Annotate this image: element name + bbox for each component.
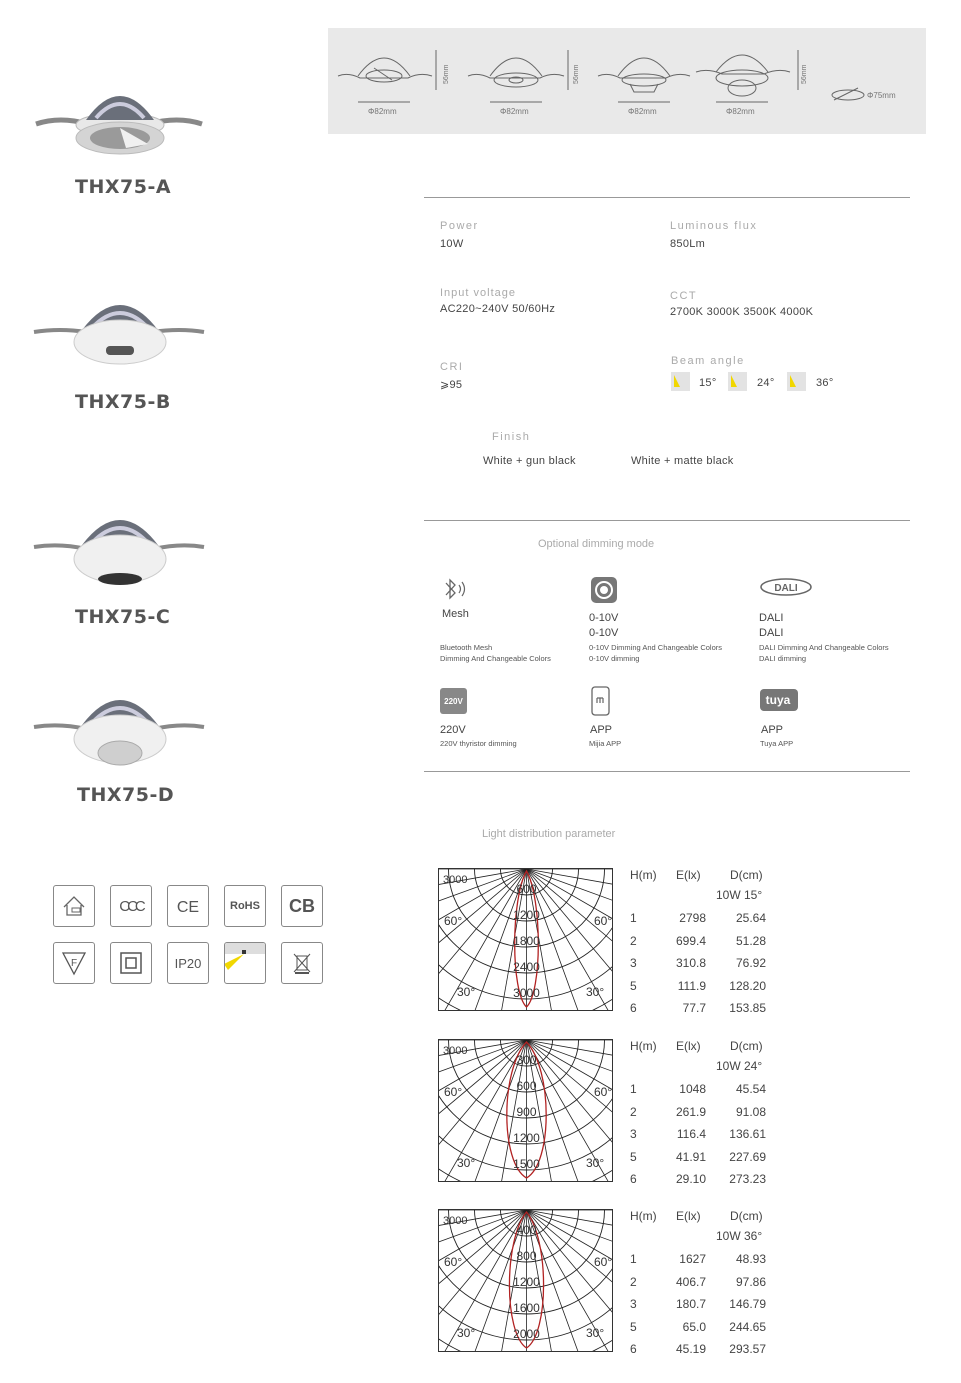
beam-36-label: 36° [816,377,834,389]
table-header-d: D(cm) [730,1209,763,1223]
mode-dali-name: DALI [759,612,784,624]
mode-mesh-name: Mesh [442,608,469,620]
polar-radial [527,869,614,907]
ring-label: 600 [516,1079,537,1093]
angle-label-30-right: 30° [586,1156,605,1170]
table-cell-h: 3 [630,956,637,970]
mode-dali-desc-1: DALI Dimming And Changeable Colors [759,643,889,652]
ring-label: 2400 [513,960,540,974]
beam-angle-options [671,372,871,394]
tuya-icon [760,689,800,713]
mode-220v-name: 220V [440,724,466,736]
table-cell-h: 3 [630,1297,637,1311]
svg-text:CB: CB [289,896,315,916]
mode-0-10v-desc [589,642,722,664]
dim-cutout: Φ75mm [867,91,896,100]
photometric-table-1 [628,868,778,1013]
table-subtitle: 10W 24° [716,1059,763,1073]
table-cell-d: 293.57 [729,1342,766,1356]
dimmer-icon [590,576,618,604]
angle-label-top: 3000 [443,1045,468,1057]
table-cell-d: 91.08 [735,1104,766,1119]
beam-15-swatch [671,372,690,391]
spec-voltage-label: Input voltage [440,287,516,299]
angle-label-60-right: 60° [594,1255,613,1269]
polar-chart-3 [438,1209,613,1352]
spec-finish-label: Finish [492,431,531,443]
cb-icon [281,885,323,927]
dim-b-height: 56mm [573,64,580,84]
table-cell-e: 699.4 [675,933,706,948]
table-header-h: H(m) [630,1039,657,1053]
table-header-e: E(lx) [676,1209,701,1223]
table-cell-e: 2798 [679,911,706,925]
table-cell-h: 5 [630,1319,637,1334]
model-title-a: THX75-A [75,176,172,198]
angle-label-30-left: 30° [457,1326,476,1340]
mode-0-10v-desc-2: 0-10V dimming [589,654,640,663]
ring-label: 800 [516,1249,537,1263]
table-cell-h: 2 [630,1274,637,1289]
220v-icon [440,688,468,714]
table-cell-d: 128.20 [729,978,766,993]
ccc-icon [110,885,152,927]
mode-mesh-desc-2: Dimming And Changeable Colors [440,654,551,663]
dim-d-height: 56mm [801,64,808,84]
f-mark-icon [53,942,95,984]
mode-dali-desc-2: DALI dimming [759,654,807,663]
model-title-b: THX75-B [75,391,171,413]
svg-text:F: F [70,958,78,969]
ring-label: 3000 [513,986,540,1000]
mode-mesh-desc-1: Bluetooth Mesh [440,643,493,652]
mode-220v-desc: 220V thyristor dimming [440,739,517,748]
table-cell-h: 1 [630,1082,637,1096]
table-cell-e: 45.19 [675,1342,706,1356]
table-subtitle: 10W 15° [716,888,763,902]
angle-label-60-right: 60° [594,914,613,928]
table-cell-h: 2 [630,1104,637,1119]
mode-mesh-desc [440,642,551,664]
ip20-label: IP20 [174,955,202,971]
ring-label: 1600 [513,1301,540,1315]
product-image-a [30,80,210,160]
table-cell-h: 5 [630,978,637,993]
angle-label-30-left: 30° [457,1156,476,1170]
spec-power-label: Power [440,220,479,232]
table-cell-e: 406.7 [675,1274,706,1289]
table-cell-d: 244.65 [729,1319,766,1334]
mode-dali-desc [759,642,889,664]
model-title-c: THX75-C [75,606,171,628]
photometric-table-3 [628,1209,778,1354]
rohs-icon [224,885,266,927]
ring-label: 1500 [513,1157,540,1171]
dimming-title: Optional dimming mode [538,538,655,550]
ring-label: 1200 [513,908,540,922]
table-cell-d: 45.54 [735,1082,766,1096]
table-cell-e: 116.4 [676,1127,706,1141]
spec-voltage-value: AC220~240V 50/60Hz [440,303,556,315]
model-title-d: THX75-D [77,784,175,806]
polar-chart-1 [438,868,613,1011]
angle-label-60-left: 60° [444,1255,463,1269]
mode-dali-name-2: DALI [759,627,784,639]
angle-label-60-left: 60° [444,1085,463,1099]
table-cell-e: 180.7 [675,1297,706,1311]
dim-d-diameter: Φ82mm [726,107,755,116]
table-cell-e: 1627 [679,1252,706,1266]
mode-tuya-name: APP [761,724,784,736]
rohs-label: RoHS [230,900,260,912]
bluetooth-icon [441,577,471,603]
class-ii-icon [110,942,152,984]
dali-icon [759,577,813,597]
polar-radial [527,1040,614,1078]
table-cell-h: 6 [630,1342,637,1356]
weee-icon [281,942,323,984]
angle-label-top: 3000 [443,1215,468,1227]
table-cell-h: 1 [630,1252,637,1266]
table-cell-e: 65.0 [682,1319,706,1334]
mode-mijia-desc: Mijia APP [589,739,622,748]
angle-label-30-right: 30° [586,985,605,999]
table-cell-e: 1048 [679,1082,706,1096]
ring-label: 1200 [513,1131,540,1145]
product-image-d [30,685,210,770]
divider-2 [424,520,910,521]
table-header-e: E(lx) [676,868,701,882]
table-cell-d: 51.28 [735,933,766,948]
polar-chart-2 [438,1039,613,1182]
house-icon [53,885,95,927]
table-cell-d: 48.93 [735,1252,766,1266]
table-cell-h: 1 [630,911,637,925]
table-cell-h: 6 [630,1001,637,1015]
spec-cri-label: CRI [440,361,464,373]
220v-icon-text: 220V [444,697,463,706]
table-subtitle: 10W 36° [716,1229,763,1243]
dimension-drawings-band [328,28,926,134]
product-image-b [30,290,210,370]
spec-flux-value: 850Lm [670,238,706,250]
beam-15-label: 15° [699,377,717,389]
spec-cri-value: ⩾95 [440,379,463,391]
ring-label: 1200 [513,1275,540,1289]
ring-label: 900 [516,1105,537,1119]
table-cell-e: 261.9 [675,1104,706,1119]
tuya-icon-text: tuya [765,693,791,707]
divider-1 [424,197,910,198]
finish-option-2: White + matte black [631,455,734,467]
phone-icon [589,686,613,716]
ip20-icon [167,942,209,984]
table-cell-e: 111.9 [677,978,706,993]
spec-power-value: 10W [440,238,464,250]
beam-36-swatch [787,372,806,391]
beam-icon [224,942,266,984]
table-cell-e: 77.7 [682,1001,706,1015]
ring-label: 600 [516,882,537,896]
spec-cct-label: CCT [670,290,698,302]
table-cell-d: 146.79 [729,1297,766,1311]
table-header-e: E(lx) [676,1039,701,1053]
beam-24-swatch [728,372,747,391]
ring-label: 2000 [513,1327,540,1341]
angle-label-30-left: 30° [457,985,476,999]
mode-0-10v-desc-1: 0-10V Dimming And Changeable Colors [589,643,722,652]
dim-c-diameter: Φ82mm [628,107,657,116]
divider-3 [424,771,910,772]
table-cell-d: 97.86 [735,1274,766,1289]
table-cell-h: 2 [630,933,637,948]
dimension-drawings [328,28,926,134]
beam-24-label: 24° [757,377,775,389]
table-cell-e: 310.8 [675,956,706,970]
dim-a-diameter: Φ82mm [368,107,397,116]
mode-0-10v-name: 0-10V [589,612,619,624]
mode-mijia-name: APP [590,724,613,736]
table-cell-h: 3 [630,1127,637,1141]
svg-text:CCC: CCC [119,898,143,915]
svg-text:CE: CE [176,899,200,916]
table-header-d: D(cm) [730,868,763,882]
ce-icon [167,885,209,927]
spec-flux-label: Luminous flux [670,220,758,232]
angle-label-top: 3000 [443,874,468,886]
table-header-h: H(m) [630,868,657,882]
table-cell-d: 273.23 [729,1172,766,1186]
table-cell-e: 29.10 [675,1172,706,1186]
angle-label-60-right: 60° [594,1085,613,1099]
dali-icon-text: DALI [774,583,798,594]
table-cell-d: 136.61 [729,1127,766,1141]
table-cell-d: 76.92 [735,956,766,970]
table-cell-h: 5 [630,1149,637,1164]
ring-label: 300 [516,1053,537,1067]
ring-label: 400 [516,1223,537,1237]
angle-label-60-left: 60° [444,914,463,928]
light-distribution-title: Light distribution parameter [482,828,616,840]
ring-label: 1800 [513,934,540,948]
mode-tuya-desc: Tuya APP [760,739,794,748]
product-image-c [30,505,210,590]
spec-cct-value: 2700K 3000K 3500K 4000K [670,306,814,318]
photometric-table-2 [628,1039,778,1184]
spec-beam-label: Beam angle [671,355,745,367]
finish-option-1: White + gun black [483,455,576,467]
dim-a-height: 56mm [443,64,450,84]
table-cell-d: 25.64 [735,911,766,925]
table-cell-d: 227.69 [729,1149,766,1164]
table-header-d: D(cm) [730,1039,763,1053]
table-cell-d: 153.85 [729,1001,766,1015]
angle-label-30-right: 30° [586,1326,605,1340]
table-cell-h: 6 [630,1172,637,1186]
table-cell-e: 41.91 [675,1149,706,1164]
table-header-h: H(m) [630,1209,657,1223]
mode-0-10v-name-2: 0-10V [589,627,619,639]
dim-b-diameter: Φ82mm [500,107,529,116]
